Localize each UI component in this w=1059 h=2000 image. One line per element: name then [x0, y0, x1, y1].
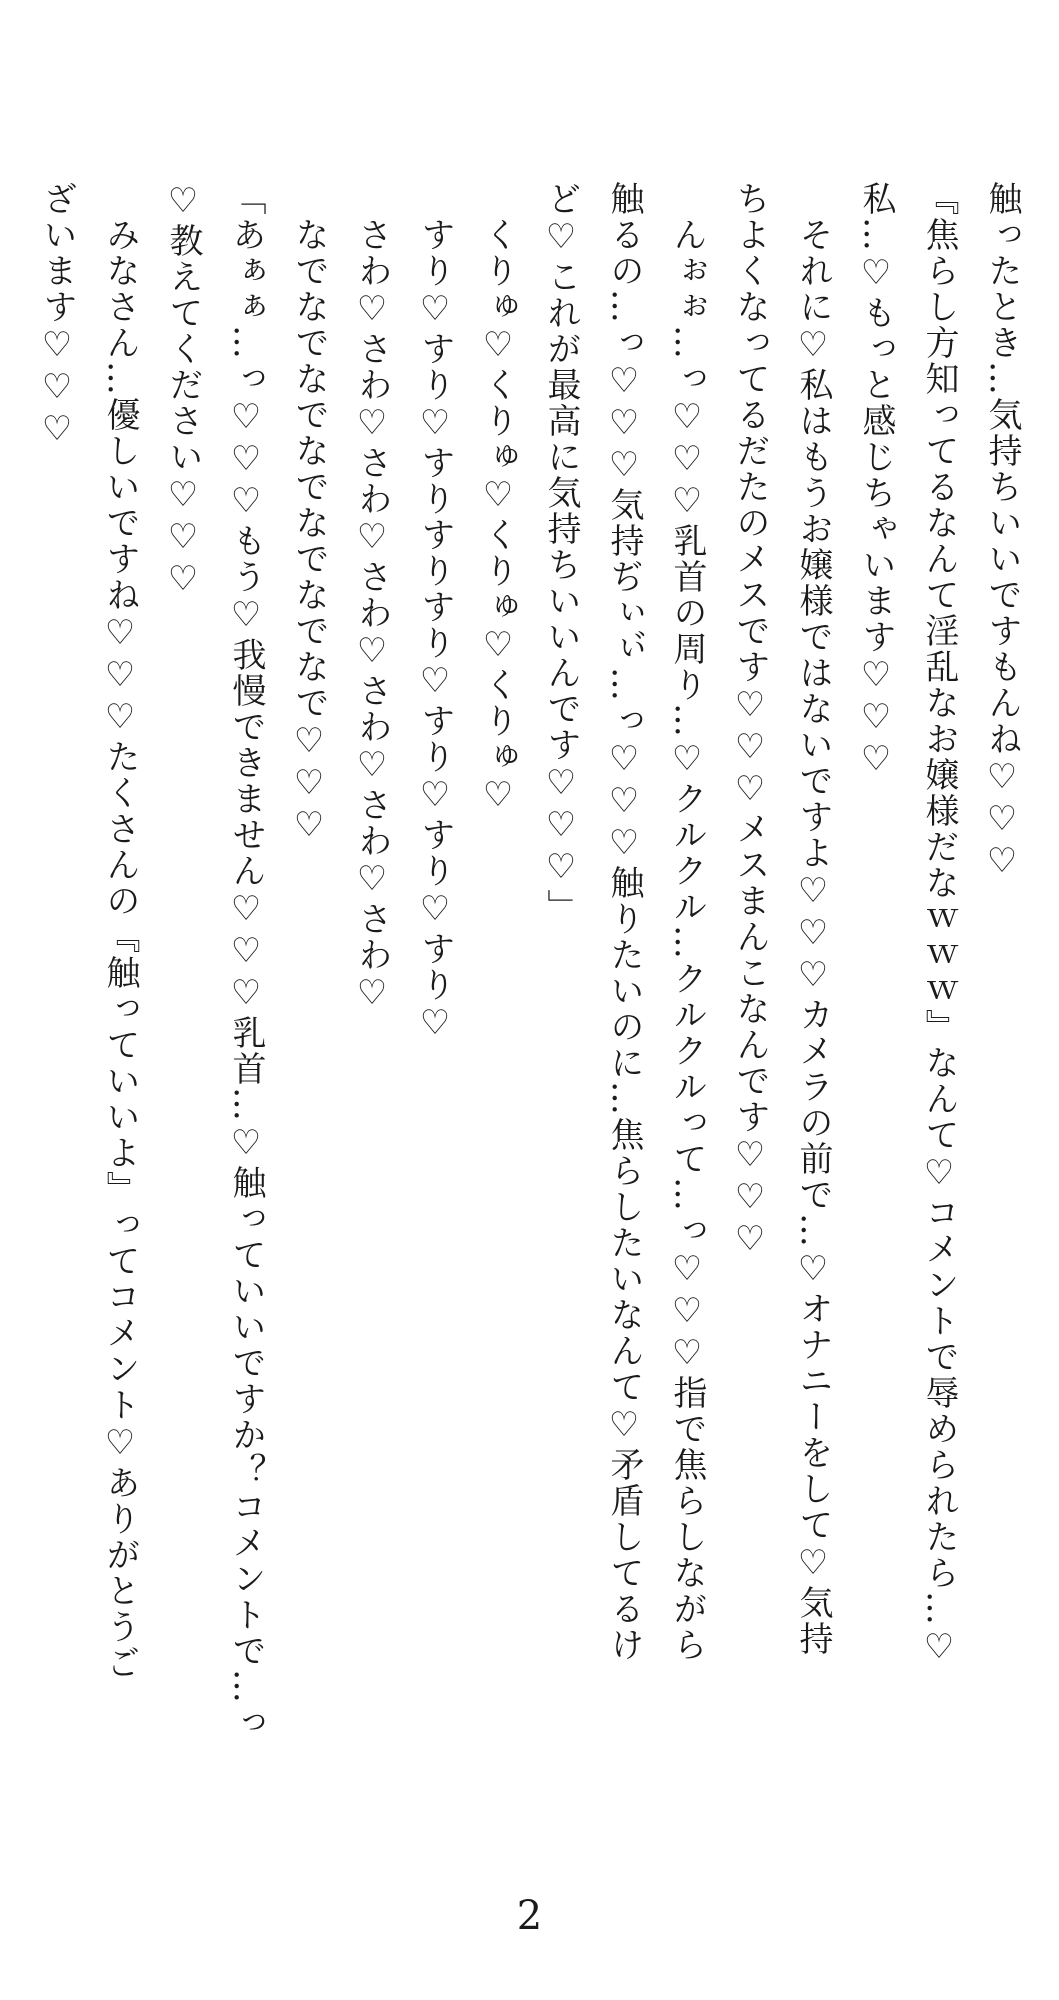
text-column-5: ちよくなってるだたのメスです♡♡♡メスまんこなんです♡♡♡ — [730, 181, 770, 1261]
text-column-10: すり♡すり♡すりすりすり♡すり♡すり♡すり♡ — [415, 217, 455, 1045]
text-column-13: 「あぁぁ…っ♡♡♡もう♡我慢できません♡♡♡乳首…♡触っていいですか？コメントで…っ — [226, 181, 266, 1741]
vertical-text-block — [25, 181, 1033, 1761]
text-column-9: くりゅ♡くりゅ♡くりゅ♡くりゅ♡ — [478, 217, 518, 817]
text-column-16: ざいます♡♡♡ — [37, 181, 77, 451]
text-column-2: 『焦らし方知ってるなんて淫乱なお嬢様だなｗｗｗ』なんて♡コメントで辱められたら…♡ — [919, 181, 959, 1669]
text-column-12: なでなでなでなでなでなでなで♡♡♡ — [289, 217, 329, 847]
text-column-1: 触ったとき…気持ちいいですもんね♡♡♡ — [982, 181, 1022, 883]
text-column-14: ♡教えてください♡♡♡ — [163, 181, 203, 601]
text-column-6: んぉぉ…っ♡♡♡乳首の周り…♡クルクル…クルクルって…っ♡♡♡指で焦らしながら — [667, 217, 707, 1663]
page-number: 2 — [516, 1893, 543, 1939]
text-column-3: 私…♡もっと感じちゃいます♡♡♡ — [856, 181, 896, 781]
text-column-8: ど♡これが最高に気持ちいいんです♡♡♡」 — [541, 181, 581, 925]
text-column-11: さわ♡さわ♡さわ♡さわ♡さわ♡さわ♡さわ♡ — [352, 217, 392, 1015]
text-column-4: それに♡私はもうお嬢様ではないですよ♡♡♡カメラの前で…♡オナニーをして♡気持 — [793, 217, 833, 1657]
text-column-15: みなさん…優しいですね♡♡♡たくさんの『触っていいよ』ってコメント♡ありがとうご — [100, 217, 140, 1681]
text-column-7: 触るの…っ♡♡♡気持ぢぃぃ゙…っ♡♡♡触りたいのに…焦らしたいなんて♡矛盾してるけ — [604, 181, 644, 1663]
